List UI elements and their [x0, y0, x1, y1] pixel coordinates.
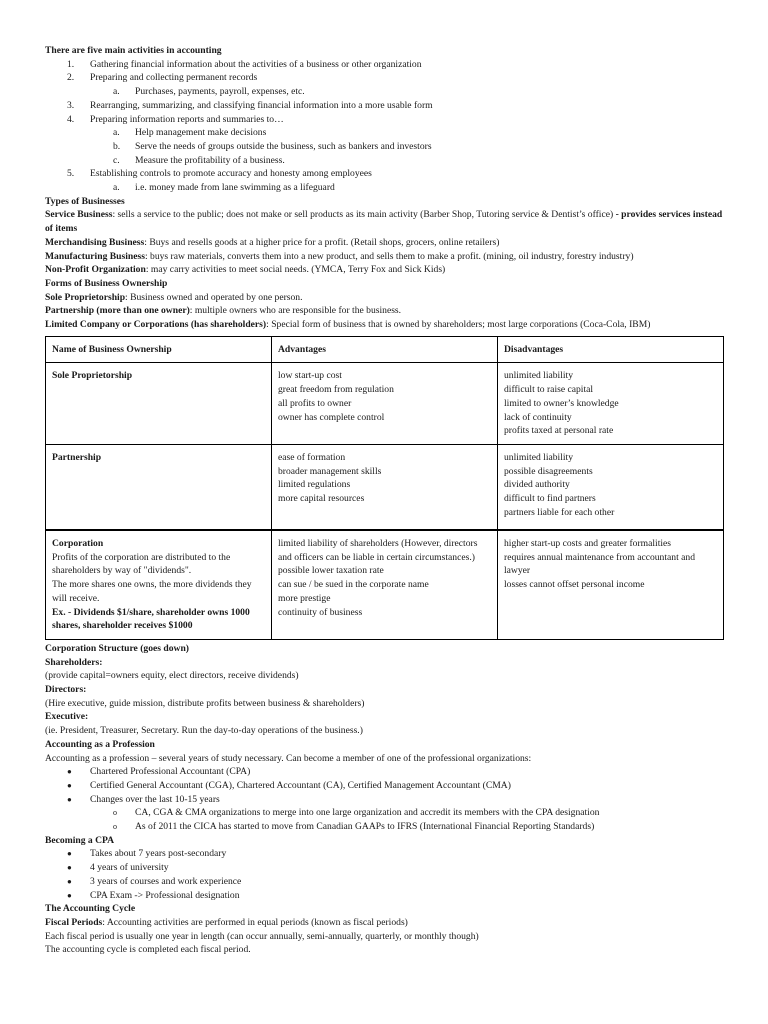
disadvantage-item: losses cannot offset personal income — [504, 579, 645, 591]
sub-list-item — [45, 154, 725, 168]
advantage-item: owner has complete control — [278, 411, 385, 423]
disadvantage-item: limited to owner’s knowledge — [504, 397, 619, 409]
ownership-name: Partnership — [52, 451, 102, 463]
list-item-text: Serve the needs of groups outside the business, such as bankers and investors — [135, 140, 432, 152]
non-profit-paragraph — [45, 263, 725, 277]
disadvantage-item: difficult to find partners — [504, 493, 596, 505]
cpa-heading: Becoming a CPA — [45, 834, 115, 846]
advantage-item: limited liability of shareholders (However, directors and officers can be liable in certain circumstances.) — [278, 537, 478, 563]
service-business-term: Service Business — [45, 209, 113, 221]
list-item-text: Preparing information reports and summaries to… — [90, 113, 284, 125]
manufacturing-business-term: Manufacturing Business — [45, 250, 145, 262]
ownership-name-cell — [46, 530, 272, 639]
directors-term: Directors: — [45, 684, 87, 696]
list-item-text: Gathering financial information about the activities of a business or other organization — [90, 58, 422, 70]
service-business-note: - provides services instead of items — [45, 209, 723, 235]
bullet-icon: ● — [67, 863, 72, 873]
ownership-name-cell — [46, 363, 272, 445]
disadvantages-cell — [498, 444, 724, 530]
sole-proprietorship-term: Sole Proprietorship — [45, 291, 126, 303]
sub-bullet-item — [45, 806, 725, 820]
types-heading: Types of Businesses — [45, 195, 125, 207]
dividend-example: Ex. - Dividends $1/share, shareholder owns 1000 shares, shareholder receives $1000 — [52, 606, 250, 632]
list-item-text: Preparing and collecting permanent records — [90, 72, 258, 84]
list-item — [45, 113, 725, 127]
sub-bullet-icon: o — [113, 808, 117, 818]
shareholders-text: (provide capital=owners equity, elect directors, receive dividends) — [45, 670, 299, 682]
disadvantage-item: profits taxed at personal rate — [504, 425, 614, 437]
disadvantage-item: higher start-up costs and greater formalities — [504, 537, 672, 549]
non-profit-term: Non-Profit Organization — [45, 264, 146, 276]
list-item-text: Measure the profitability of a business. — [135, 154, 285, 166]
document-page — [45, 44, 725, 957]
shareholders-term: Shareholders: — [45, 656, 103, 668]
manufacturing-business-paragraph — [45, 250, 725, 264]
advantages-cell — [272, 444, 498, 530]
column-header: Advantages — [272, 336, 498, 363]
ownership-description: Profits of the corporation are distributed to the shareholders by way of "dividends". — [52, 551, 231, 577]
forms-heading: Forms of Business Ownership — [45, 277, 168, 289]
disadvantage-item: possible disagreements — [504, 465, 593, 477]
table-header-row — [46, 336, 724, 363]
advantage-item: great freedom from regulation — [278, 384, 394, 396]
bullet-icon: ● — [67, 780, 72, 790]
list-item-text: Rearranging, summarizing, and classifying financial information into a more usable form — [90, 99, 433, 111]
fiscal-length-text: Each fiscal period is usually one year in length (can occur annually, semi-annually, quarterly, or monthly though) — [45, 930, 479, 942]
partnership-paragraph — [45, 304, 725, 318]
bullet-text: Chartered Professional Accountant (CPA) — [90, 766, 251, 778]
bullet-icon: ● — [67, 876, 72, 886]
list-marker: 5. — [67, 168, 75, 180]
list-item — [45, 99, 725, 113]
list-item — [45, 58, 725, 72]
list-item — [45, 71, 725, 85]
bullet-item — [45, 793, 725, 807]
list-marker: 4. — [67, 113, 75, 125]
advantage-item: all profits to owner — [278, 397, 352, 409]
advantage-item: more prestige — [278, 592, 331, 604]
list-item-text: Establishing controls to promote accuracy and honesty among employees — [90, 168, 372, 180]
profession-heading: Accounting as a Profession — [45, 738, 155, 750]
disadvantages-cell — [498, 530, 724, 639]
list-marker: c. — [113, 154, 120, 166]
table-row — [46, 444, 724, 530]
disadvantage-item: unlimited liability — [504, 370, 574, 382]
bullet-text: 3 years of courses and work experience — [90, 875, 242, 887]
bullet-text: Changes over the last 10-15 years — [90, 793, 220, 805]
disadvantage-item: divided authority — [504, 479, 570, 491]
sole-proprietorship-paragraph — [45, 291, 725, 305]
list-marker: a. — [113, 182, 120, 194]
bullet-icon: ● — [67, 767, 72, 777]
advantage-item: more capital resources — [278, 493, 365, 505]
list-item-text: i.e. money made from lane swimming as a lifeguard — [135, 182, 335, 194]
service-business-text: : sells a service to the public; does not make or sell products as its main activity (Barber Shop, Tutoring service & Dentist’s office) — [112, 209, 614, 221]
sub-list-item — [45, 181, 725, 195]
advantages-cell — [272, 530, 498, 639]
advantage-item: broader management skills — [278, 465, 382, 477]
executive-term: Executive: — [45, 711, 89, 723]
sub-bullet-text: CA, CGA & CMA organizations to merge into one large organization and accredit its members with the CPA designation — [135, 807, 600, 819]
executive-text: (ie. President, Treasurer, Secretary. Run the day-to-day operations of the business.) — [45, 725, 363, 737]
disadvantage-item: requires annual maintenance from accountant and lawyer — [504, 551, 695, 577]
cycle-heading: The Accounting Cycle — [45, 903, 136, 915]
bullet-text: Takes about 7 years post-secondary — [90, 848, 227, 860]
sub-list-item — [45, 140, 725, 154]
bullet-item — [45, 861, 725, 875]
list-marker: a. — [113, 86, 120, 98]
advantage-item: low start-up cost — [278, 370, 342, 382]
bullet-item — [45, 779, 725, 793]
list-marker: 1. — [67, 58, 75, 70]
list-item — [45, 167, 725, 181]
service-business-paragraph — [45, 208, 725, 235]
bullet-text: CPA Exam -> Professional designation — [90, 889, 240, 901]
list-marker: 2. — [67, 72, 75, 84]
disadvantage-item: partners liable for each other — [504, 506, 615, 518]
structure-heading: Corporation Structure (goes down) — [45, 642, 189, 654]
advantage-item: ease of formation — [278, 451, 346, 463]
table-row — [46, 363, 724, 445]
disadvantage-item: difficult to raise capital — [504, 384, 594, 396]
bullet-item — [45, 875, 725, 889]
merchandising-business-term: Merchandising Business — [45, 236, 145, 248]
bullet-icon: ● — [67, 890, 72, 900]
bullet-icon: ● — [67, 849, 72, 859]
sub-bullet-text: As of 2011 the CICA has started to move from Canadian GAAPs to IFRS (International Financial Reporting Standards) — [135, 821, 595, 833]
ownership-table — [45, 336, 724, 640]
column-header: Name of Business Ownership — [46, 336, 272, 363]
bullet-text: 4 years of university — [90, 862, 169, 874]
advantage-item: limited regulations — [278, 479, 351, 491]
ownership-description: The more shares one owns, the more dividends they will receive. — [52, 579, 252, 604]
limited-company-paragraph — [45, 318, 725, 332]
sub-bullet-icon: o — [113, 822, 117, 832]
fiscal-periods-term: Fiscal Periods — [45, 916, 103, 928]
advantages-cell — [272, 363, 498, 445]
cycle-completion-text: The accounting cycle is completed each fiscal period. — [45, 944, 251, 956]
ownership-name: Sole Proprietorship — [52, 370, 133, 382]
table-row — [46, 530, 724, 639]
list-item-text: Purchases, payments, payroll, expenses, etc. — [135, 86, 305, 98]
merchandising-business-text: : Buys and resells goods at a higher price for a profit. (Retail shops, grocers, online retailers) — [144, 236, 500, 248]
profession-intro: Accounting as a profession – several years of study necessary. Can become a member of one of the professional organizations: — [45, 752, 532, 764]
sub-bullet-item — [45, 820, 725, 834]
fiscal-periods-text: : Accounting activities are performed in equal periods (known as fiscal periods) — [102, 916, 408, 928]
bullet-item — [45, 889, 725, 903]
bullet-item — [45, 765, 725, 779]
non-profit-text: : may carry activities to meet social needs. (YMCA, Terry Fox and Sick Kids) — [145, 264, 446, 276]
activities-heading: There are five main activities in accounting — [45, 45, 222, 56]
merchandising-business-paragraph — [45, 236, 725, 250]
disadvantages-cell — [498, 363, 724, 445]
disadvantage-item: lack of continuity — [504, 411, 572, 423]
list-marker: a. — [113, 127, 120, 139]
column-header: Disadvantages — [498, 336, 724, 363]
sub-list-item — [45, 126, 725, 140]
sole-proprietorship-text: : Business owned and operated by one person. — [125, 291, 303, 303]
bullet-item — [45, 847, 725, 861]
advantage-item: possible lower taxation rate — [278, 565, 384, 577]
sub-list-item — [45, 85, 725, 99]
partnership-term: Partnership (more than one owner) — [45, 305, 190, 317]
partnership-text: : multiple owners who are responsible for the business. — [189, 305, 402, 317]
ownership-name: Corporation — [52, 537, 104, 549]
limited-company-text: : Special form of business that is owned by shareholders; most large corporations (Coca-Cola, IBM) — [266, 319, 651, 331]
advantage-item: can sue / be sued in the corporate name — [278, 579, 429, 591]
ownership-name-cell — [46, 444, 272, 530]
manufacturing-business-text: : buys raw materials, converts them into a new product, and sells them to make a profit. (mining, oil industry, forestry industry) — [144, 250, 634, 262]
list-marker: b. — [113, 140, 121, 152]
bullet-text: Certified General Accountant (CGA), Chartered Accountant (CA), Certified Management Accountant (CMA) — [90, 779, 511, 791]
bullet-icon: ● — [67, 794, 72, 804]
list-marker: 3. — [67, 99, 75, 111]
limited-company-term: Limited Company or Corporations (has shareholders) — [45, 319, 267, 331]
fiscal-periods-paragraph — [45, 916, 725, 930]
list-item-text: Help management make decisions — [135, 127, 267, 139]
advantage-item: continuity of business — [278, 606, 363, 618]
disadvantage-item: unlimited liability — [504, 451, 574, 463]
directors-text: (Hire executive, guide mission, distribute profits between business & shareholders) — [45, 697, 365, 709]
